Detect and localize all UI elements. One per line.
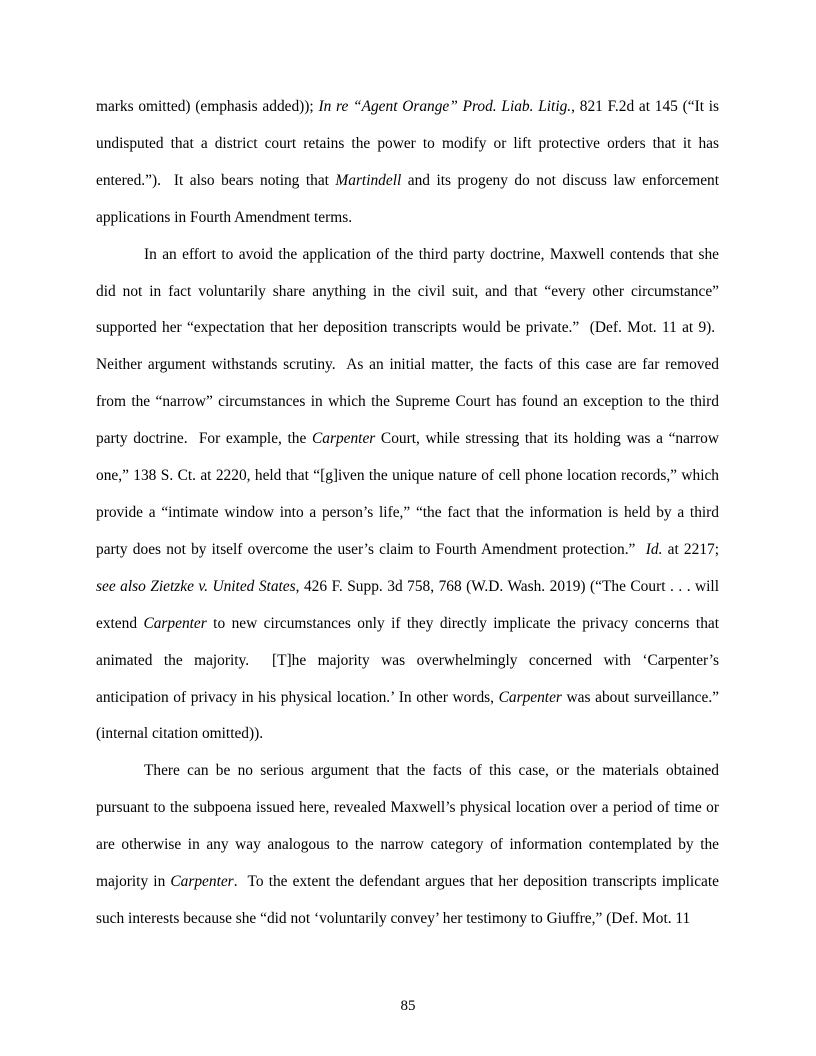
paragraph-2 xyxy=(96,237,719,754)
text-segment: There can be no serious argument that the facts of this case, or the materials obtained pursuant to the subpoena issued here, revealed Maxwell’s physical location over a period of time or are otherwise in any way analogous to the narrow category of information contemplated by the majority in xyxy=(96,762,719,891)
case-name-carpenter: Carpenter xyxy=(312,430,376,448)
text-segment: . To the extent the defendant argues that her deposition transcripts implicate such interests because she “did not ‘voluntarily convey’ her testimony to Giuffre,” (Def. Mot. 11 xyxy=(96,873,719,927)
case-name-martindell: Martindell xyxy=(335,171,402,189)
case-citation-agent-orange: In re “Agent Orange” Prod. Liab. Litig. xyxy=(318,98,572,115)
page-number: 85 xyxy=(400,998,416,1014)
text-segment: In an effort to avoid the application of the third party doctrine, Maxwell contends that she did not in fact voluntarily share anything in the civil suit, and that “every other circumstance” supported her “expectation that her deposition transcripts would be private.” (Def. Mot. 11 at 9). Neither argument withstands scrutiny. As an initial matter, the facts of this case are far removed from the “narrow” circumstances in which the Supreme Court has found an exception to the third party doctrine. For example, the xyxy=(96,245,719,448)
text-segment: marks omitted) (emphasis added)); xyxy=(96,98,319,115)
paragraph-1 xyxy=(96,89,719,237)
text-segment: , 426 F. Supp. 3d 758, 768 (W.D. Wash. 2019) (“The Court . . . will extend xyxy=(96,577,719,632)
citation-id: Id. xyxy=(645,540,663,558)
text-segment: at 2217; xyxy=(662,540,719,558)
text-segment: was about surveillance.” (internal citation omitted)). xyxy=(96,688,720,743)
case-name-carpenter: Carpenter xyxy=(498,688,562,706)
case-name-carpenter: Carpenter xyxy=(170,873,234,891)
text-segment: Court, while stressing that its holding was a “narrow one,” 138 S. Ct. at 2220, held that “[g]iven the unique nature of cell phone location records,” which provide a “intimate window into a person’s life,” “the fact that the information is held by a third party does not by itself overcome the user’s claim to Fourth Amendment protection.” xyxy=(96,430,719,558)
text-segment: , 821 F.2d at 145 (“It is undisputed that a district court retains the power to modify or lift protective orders that it has entered.”). It also bears noting that xyxy=(96,98,719,189)
case-name-carpenter: Carpenter xyxy=(143,614,207,632)
paragraph-3 xyxy=(96,753,719,938)
body-text xyxy=(96,89,719,938)
text-segment: and its progeny do not discuss law enforcement applications in Fourth Amendment terms. xyxy=(96,171,719,226)
text-segment: to new circumstances only if they directly implicate the privacy concerns that animated the majority. [T]he majority was overwhelmingly concerned with ‘Carpenter’s anticipation of privacy in his physical location.’ In other words, xyxy=(96,614,720,706)
case-citation-zietzke: see also Zietzke v. United States xyxy=(96,577,296,595)
